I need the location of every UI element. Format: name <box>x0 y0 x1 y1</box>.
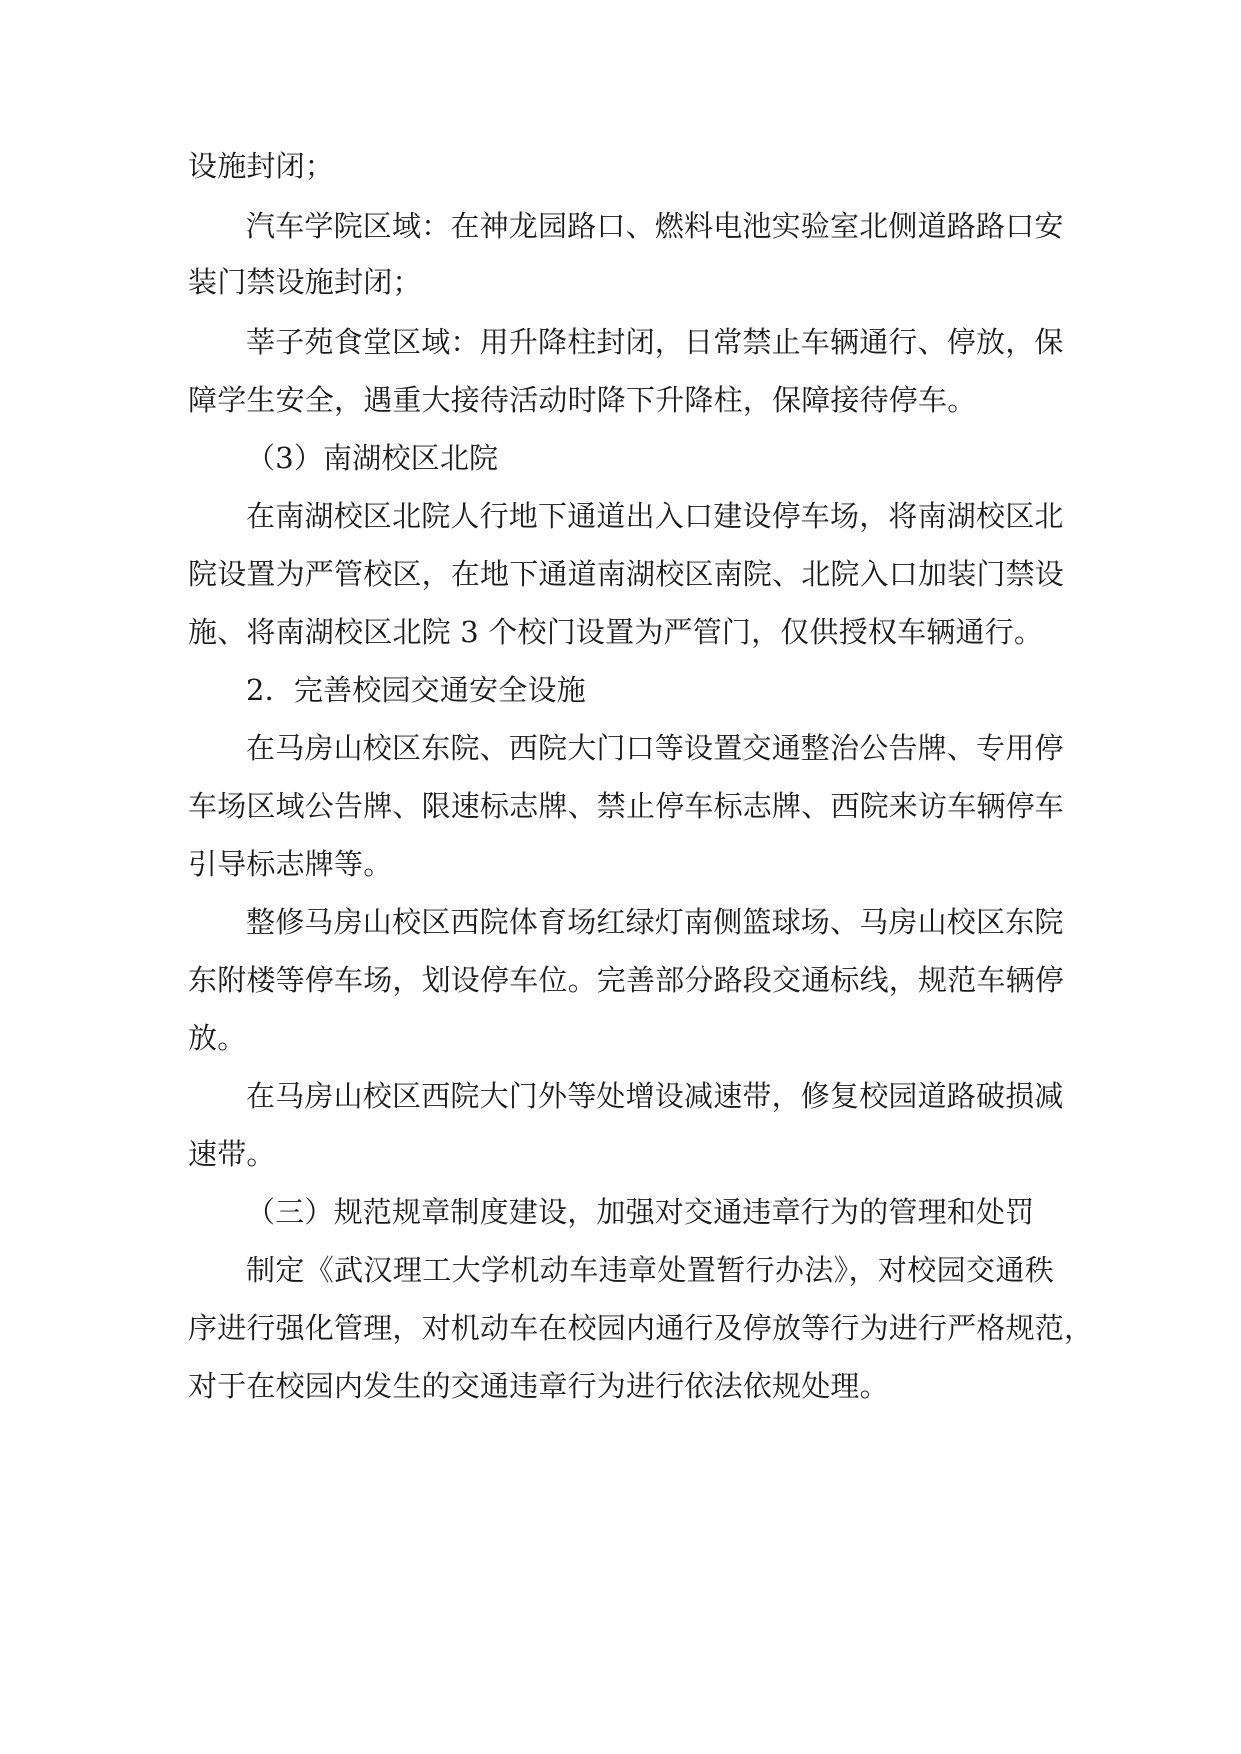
paragraph-nanhu-line-3: 施、将南湖校区北院 3 个校门设置为严管门，仅供授权车辆通行。 <box>188 615 1044 649</box>
document-page <box>188 0 1094 1754</box>
paragraph-signs-line-1: 在马房山校区东院、西院大门口等设置交通整治公告牌、专用停 <box>246 731 1064 765</box>
paragraph-parking-line-2: 东附楼等停车场，划设停车位。完善部分路段交通标线，规范车辆停 <box>188 963 1065 997</box>
paragraph-canteen-line-2: 障学生安全，遇重大接待活动时降下升降柱，保障接待停车。 <box>188 383 977 417</box>
paragraph-regulations-line-3: 对于在校园内发生的交通违章行为进行依法依规处理。 <box>188 1369 889 1403</box>
paragraph-signs-line-2: 车场区域公告牌、限速标志牌、禁止停车标志牌、西院来访车辆停车 <box>188 789 1065 823</box>
paragraph-signs-line-3: 引导标志牌等。 <box>188 847 393 881</box>
paragraph-speed-bump-line-2: 速带。 <box>188 1137 276 1171</box>
section-heading-safety-facilities: 2．完善校园交通安全设施 <box>246 673 586 707</box>
paragraph-parking-line-1: 整修马房山校区西院体育场红绿灯南侧篮球场、马房山校区东院 <box>246 905 1064 939</box>
paragraph-automotive-line-2: 装门禁设施封闭； <box>188 265 422 299</box>
section-heading-nanhu-north: （3）南湖校区北院 <box>246 441 499 475</box>
paragraph-nanhu-line-1: 在南湖校区北院人行地下通道出入口建设停车场，将南湖校区北 <box>246 499 1064 533</box>
paragraph-regulations-line-2: 序进行强化管理，对机动车在校园内通行及停放等行为进行严格规范， <box>188 1311 1094 1345</box>
paragraph-automotive-line-1: 汽车学院区域：在神龙园路口、燃料电池实验室北侧道路路口安 <box>246 209 1064 243</box>
paragraph-regulations-line-1: 制定《武汉理工大学机动车违章处置暂行办法》，对校园交通秩 <box>246 1253 1054 1287</box>
paragraph-speed-bump-line-1: 在马房山校区西院大门外等处增设减速带，修复校园道路破损减 <box>246 1079 1064 1113</box>
section-heading-regulations: （三）规范规章制度建设，加强对交通违章行为的管理和处罚 <box>246 1195 1035 1229</box>
paragraph-parking-line-3: 放。 <box>188 1021 247 1055</box>
text-line: 设施封闭； <box>188 149 335 183</box>
paragraph-canteen-line-1: 莘子苑食堂区域：用升降柱封闭，日常禁止车辆通行、停放，保 <box>246 325 1064 359</box>
paragraph-nanhu-line-2: 院设置为严管校区，在地下通道南湖校区南院、北院入口加装门禁设 <box>188 557 1065 591</box>
